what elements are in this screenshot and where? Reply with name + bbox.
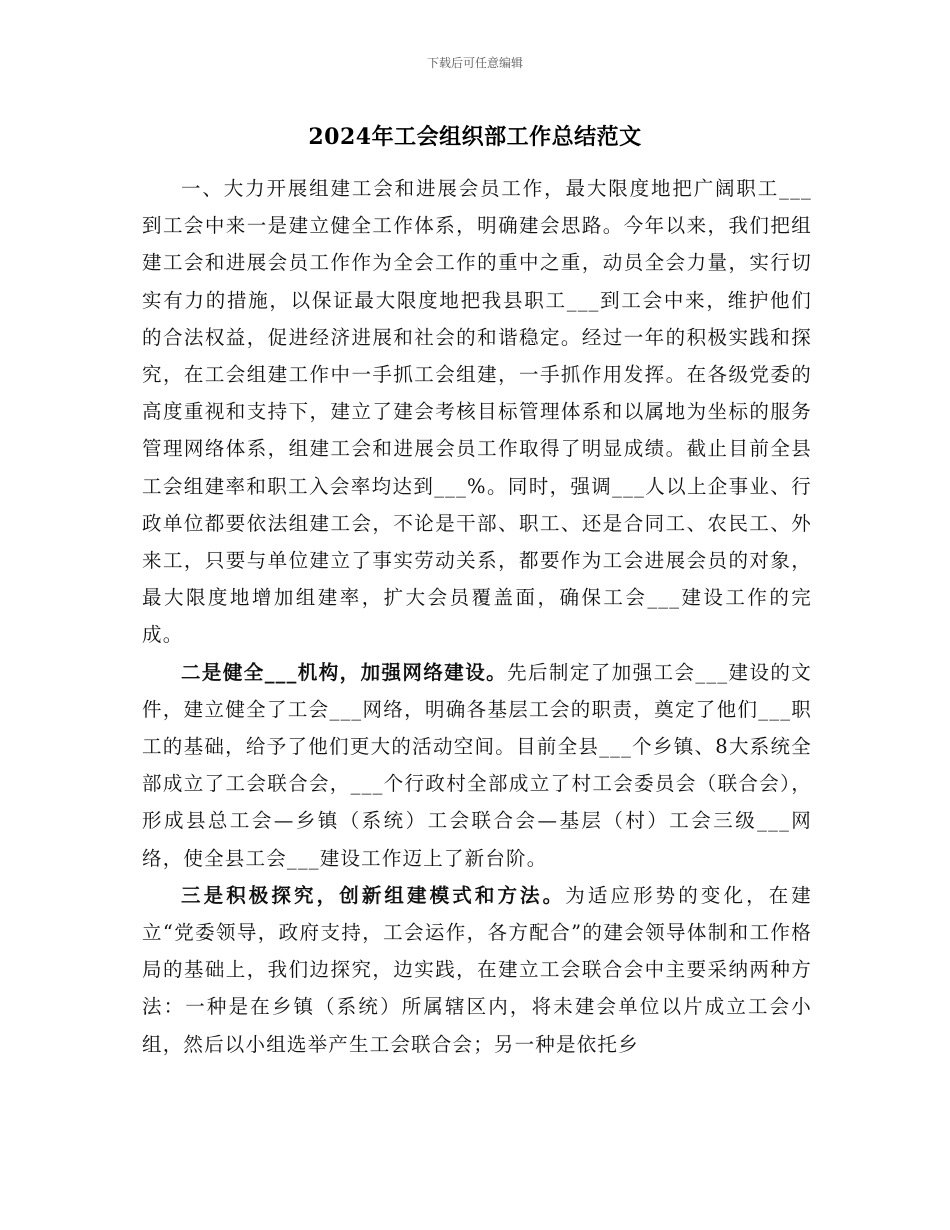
paragraph-3-lead: 三是积极探究，创新组建模式和方法。 xyxy=(181,883,566,907)
document-title: 2024年工会组织部工作总结范文 xyxy=(308,124,642,150)
document-body xyxy=(142,170,812,1063)
paragraph-2 xyxy=(142,654,812,877)
paragraph-2-lead: 二是健全___机构，加强网络建设。 xyxy=(181,660,508,684)
paragraph-3 xyxy=(142,877,812,1063)
paragraph-1 xyxy=(142,170,812,654)
paragraph-3-text: 为适应形势的变化，在建立“党委领导，政府支持，工会运作，各方配合”的建会领导体制和工作格局的基础上，我们边探究，边实践，在建立工会联合会中主要采纳两种方法：一种是在乡镇（系统）所属辖区内，将未建会单位以片成立工会小组，然后以小组选举产生工会联合会；另一种是依托乡 xyxy=(142,883,812,1056)
header-note: 下载后可任意编辑 xyxy=(426,56,523,70)
paragraph-2-text: 先后制定了加强工会___建设的文件，建立健全了工会___网络，明确各基层工会的职责，奠定了他们___职工的基础，给予了他们更大的活动空间。目前全县___个乡镇、8大系统全部成立了工会联合会，___个行政村全部成立了村工会委员会（联合会），形成县总工会—乡镇（系统）工会联合会—基层（村）工会三级___网络，使全县工会___建设工作迈上了新台阶。 xyxy=(142,660,812,870)
paragraph-1-text: 一、大力开展组建工会和进展会员工作，最大限度地把广阔职工___到工会中来一是建立健全工作体系，明确建会思路。今年以来，我们把组建工会和进展会员工作作为全会工作的重中之重，动员全会力量，实行切实有力的措施，以保证最大限度地把我县职工___到工会中来，维护他们的合法权益，促进经济进展和社会的和谐稳定。经过一年的积极实践和探究，在工会组建工作中一手抓工会组建，一手抓作用发挥。在各级党委的高度重视和支持下，建立了建会考核目标管理体系和以属地为坐标的服务管理网络体系，组建工会和进展会员工作取得了明显成绩。截止目前全县工会组建率和职工入会率均达到___%。同时，强调___人以上企事业、行政单位都要依法组建工会，不论是干部、职工、还是合同工、农民工、外来工，只要与单位建立了事实劳动关系，都要作为工会进展会员的对象，最大限度地增加组建率，扩大会员覆盖面，确保工会___建设工作的完成。 xyxy=(142,177,812,647)
